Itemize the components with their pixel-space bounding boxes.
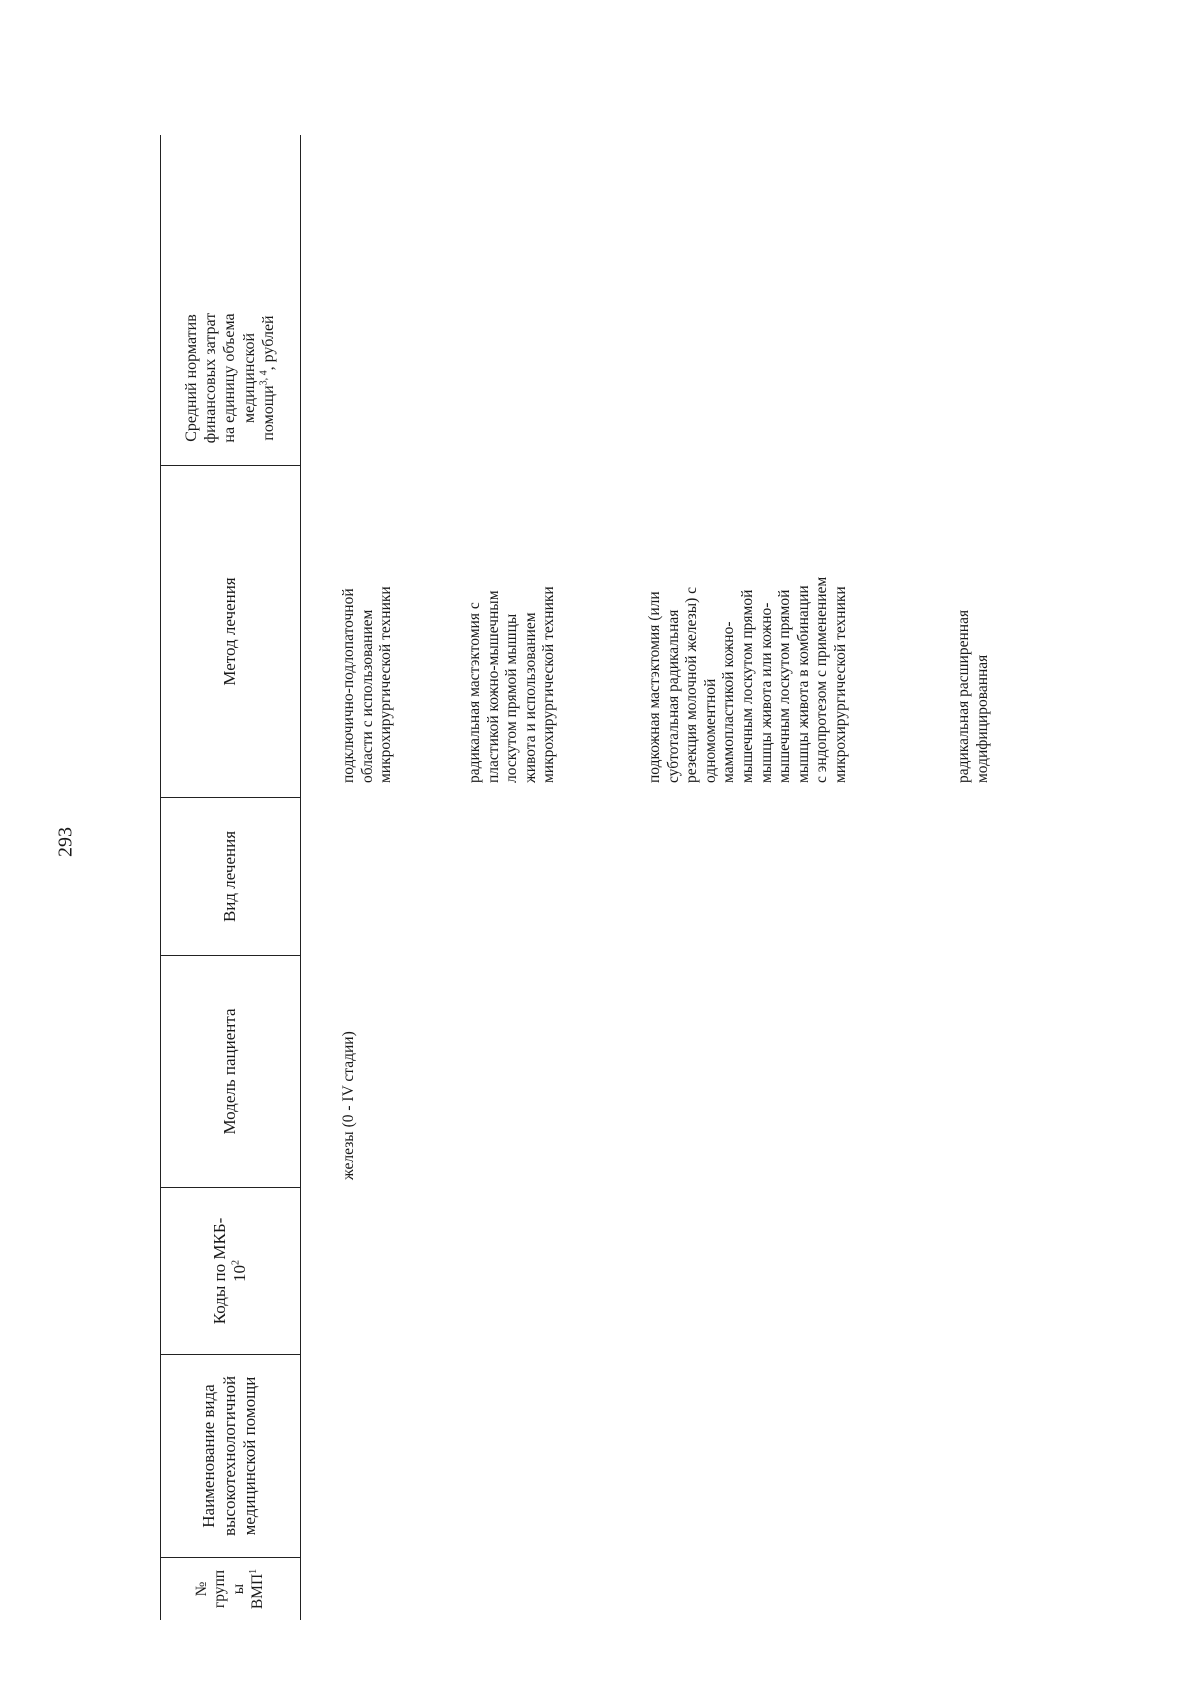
rotated-table-page — [160, 135, 1160, 1620]
method-line: маммопластикой кожно- — [720, 621, 738, 783]
header-patient-model-label: Модель пациента — [219, 1008, 239, 1135]
header-treatment-method-label: Метод лечения — [219, 577, 239, 686]
method-line: области с использованием — [358, 609, 376, 783]
treatment-method-cell — [955, 610, 992, 783]
method-line: подключично-подлопаточной — [340, 588, 357, 783]
method-line: радикальная мастэктомия с — [466, 602, 483, 783]
header-care-type-name — [160, 1355, 300, 1558]
header-icd-codes-line: 10 — [230, 1265, 249, 1282]
header-cost-norm — [160, 291, 300, 466]
method-line: мышечным лоскутом прямой — [776, 589, 794, 783]
header-cost-norm-line: финансовых затрат — [202, 312, 220, 444]
method-line: живота и использованием — [521, 612, 539, 783]
method-line: мышечным лоскутом прямой — [738, 589, 756, 783]
method-line: резекция молочной железы) с — [683, 586, 701, 783]
method-line: мышцы живота или кожно- — [757, 602, 775, 783]
header-treatment-method — [160, 466, 300, 798]
table-header-row — [160, 135, 300, 1620]
header-icd-codes-line: Коды по МКБ- — [209, 1217, 229, 1325]
method-line: микрохирургической техники — [831, 586, 849, 783]
header-cost-norm-suffix: , рублей — [259, 315, 277, 371]
header-group-number — [160, 1558, 300, 1620]
footnote-marker: 1 — [247, 1568, 259, 1574]
page-number: 293 — [54, 827, 77, 857]
method-line: субтотальная радикальная — [664, 609, 682, 783]
method-line: лоскутом прямой мышцы — [503, 613, 521, 783]
header-icd-codes — [160, 1188, 300, 1355]
method-line: пластикой кожно-мышечным — [484, 590, 502, 783]
method-line: с эндопротезом с применением — [813, 576, 831, 783]
treatment-method-cell — [466, 586, 559, 783]
method-line: мышцы живота в комбинации — [794, 585, 812, 783]
header-treatment-type — [160, 798, 300, 956]
method-line: модифицированная — [973, 654, 991, 783]
header-cost-norm-line: Средний норматив — [183, 314, 201, 442]
header-patient-model — [160, 956, 300, 1188]
treatment-method-cell — [646, 577, 851, 783]
footnote-marker: 3, 4 — [258, 370, 270, 386]
header-care-type-name-line: медицинской помощи — [240, 1376, 260, 1536]
header-cost-norm-line: на единицу объема — [221, 313, 239, 443]
treatment-method-cell — [340, 586, 396, 783]
header-group-number-line: № — [192, 1581, 210, 1597]
header-group-number-line: ы — [230, 1583, 247, 1595]
method-line: микрохирургической техники — [377, 586, 395, 783]
header-treatment-type-label: Вид лечения — [219, 830, 239, 923]
header-cost-norm-line: помощи — [259, 385, 277, 441]
footnote-marker: 2 — [230, 1260, 242, 1265]
table-header-rule — [300, 135, 301, 1620]
patient-model-cell: железы (0 - IV стадии) — [340, 1031, 357, 1180]
method-line: микрохирургической техники — [540, 586, 558, 783]
header-group-number-line: групп — [211, 1569, 229, 1609]
method-line: одномоментной — [701, 678, 719, 783]
method-line: радикальная расширенная — [955, 609, 972, 783]
header-care-type-name-line: Наименование вида — [199, 1384, 219, 1528]
method-line: подкожная мастэктомия (или — [646, 591, 663, 783]
header-cost-norm-line: медицинской — [240, 332, 258, 424]
header-group-number-line: ВМП — [248, 1573, 266, 1610]
header-care-type-name-line: высокотехнологичной — [219, 1375, 239, 1537]
